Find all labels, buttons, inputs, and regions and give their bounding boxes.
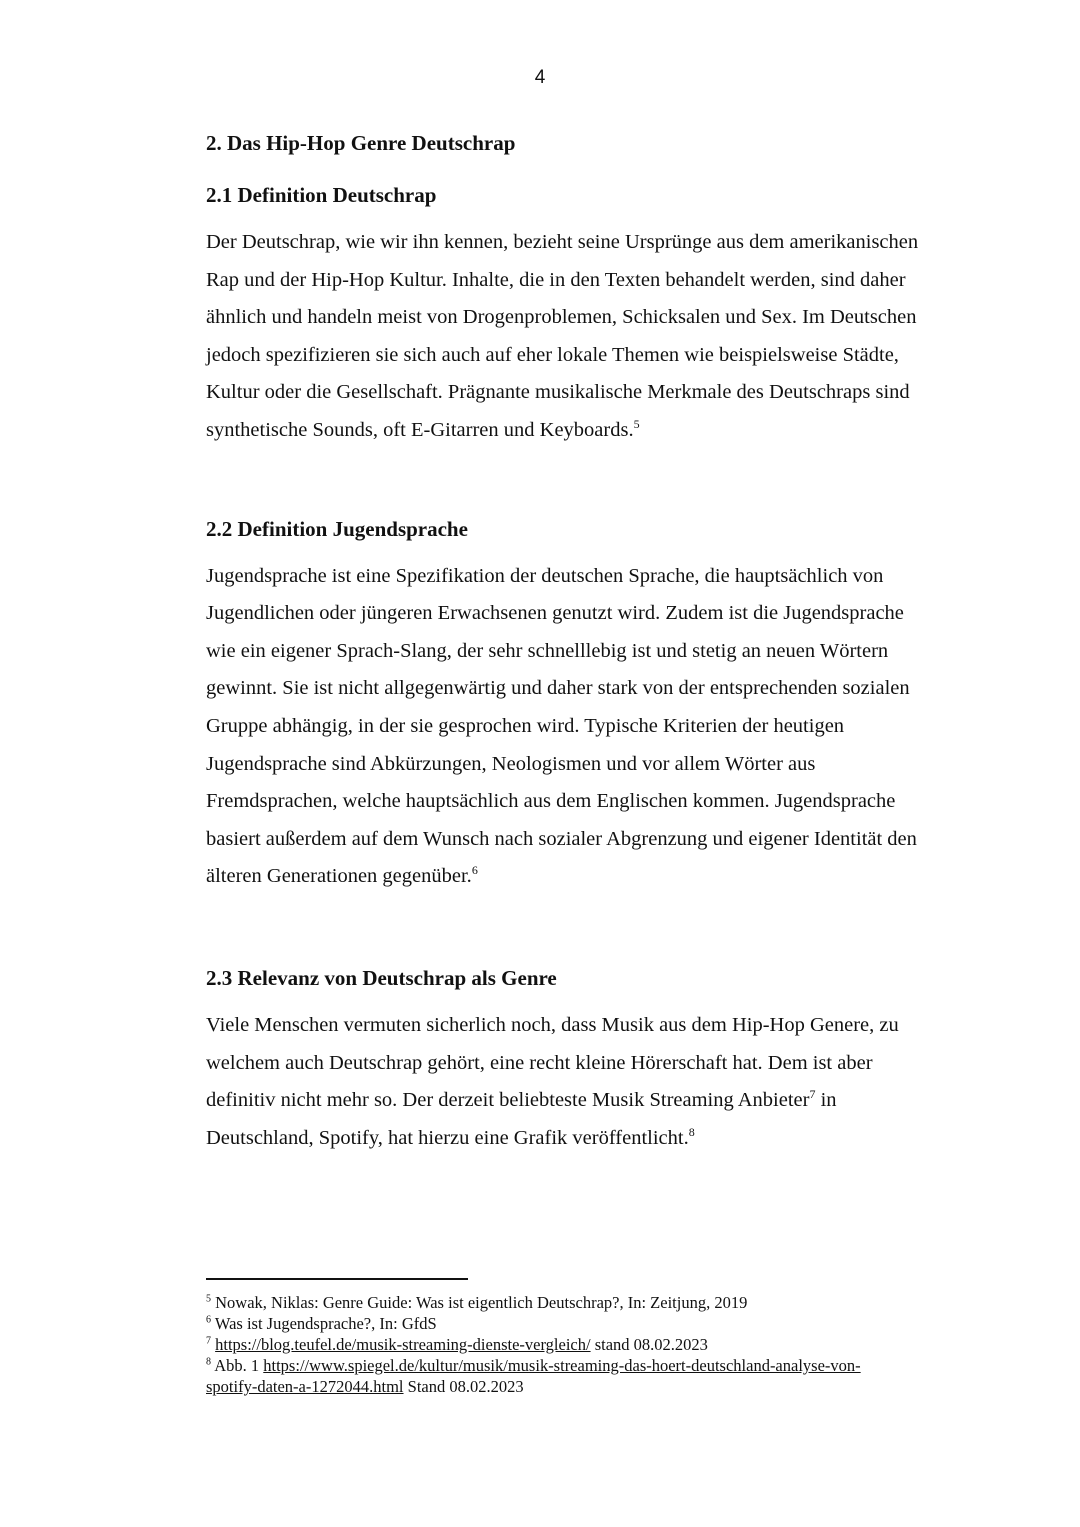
footnote-6 (206, 1313, 976, 1334)
paragraph-text: älteren Generationen gegenüber. (206, 865, 472, 888)
paragraph-line-last (206, 412, 976, 450)
paragraph-line: Der Deutschrap, wie wir ihn kennen, bezieht seine Ursprünge aus dem amerikanischen (206, 231, 919, 253)
section-paragraph-2-1 (206, 224, 976, 450)
footnote-link[interactable]: https://blog.teufel.de/musik-streaming-dienste-vergleich/ (215, 1335, 591, 1354)
paragraph-line: jedoch spezifizieren sie sich auch auf eher lokale Themen wie beispielsweise Städte, (206, 343, 899, 366)
footnote-text: Abb. 1 (211, 1356, 264, 1375)
paragraph-line: ähnlich und handeln meist von Drogenproblemen, Schicksalen und Sex. Im Deutschen (206, 306, 917, 329)
footnote-text: Stand 08.02.2023 (403, 1377, 524, 1396)
section-paragraph-2-2 (206, 558, 976, 896)
footnote-number: 5 (206, 1293, 211, 1305)
footnote-separator (206, 1278, 468, 1280)
paragraph-text: synthetische Sounds, oft E-Gitarren und Keyboards. (206, 418, 634, 441)
page-number: 4 (534, 67, 546, 88)
paragraph-line: Gruppe abhängig, in der sie gesprochen wird. Typische Kriterien der heutigen (206, 714, 845, 737)
paragraph-line: gewinnt. Sie ist nicht allgegenwärtig und daher stark von der entsprechenden sozialen (206, 677, 910, 700)
section-heading-2-2: 2.2 Definition Jugendsprache (206, 516, 468, 541)
footnotes (206, 1292, 976, 1397)
paragraph-line: Viele Menschen vermuten sicherlich noch, dass Musik aus dem Hip-Hop Genere, zu (206, 1013, 899, 1036)
footnote-reference: 5 (633, 417, 640, 432)
paragraph-line-last (206, 1120, 976, 1158)
paragraph-line: basiert außerdem auf dem Wunsch nach sozialer Abgrenzung und eigener Identität den (206, 827, 917, 850)
paragraph-line: Kultur oder die Gesellschaft. Prägnante musikalische Merkmale des Deutschraps sind (206, 381, 910, 404)
footnote-text: Was ist Jugendsprache?, In: GfdS (211, 1314, 437, 1333)
section-paragraph-2-3 (206, 1007, 976, 1157)
paragraph-line: Jugendlichen oder jüngeren Erwachsenen genutzt wird. Zudem ist die Jugendsprache (206, 602, 904, 625)
footnote-5 (206, 1292, 976, 1313)
footnote-8-continued (206, 1376, 976, 1397)
footnote-number: 6 (206, 1314, 211, 1326)
footnote-link[interactable]: https://www.spiegel.de/kultur/musik/musik-streaming-das-hoert-deutschland-analyse-von- (263, 1356, 861, 1375)
footnote-reference: 6 (471, 863, 478, 878)
footnote-number: 8 (206, 1356, 211, 1368)
chapter-heading: 2. Das Hip-Hop Genre Deutschrap (206, 131, 516, 155)
footnote-text: stand 08.02.2023 (590, 1335, 708, 1354)
section-heading-2-3: 2.3 Relevanz von Deutschrap als Genre (206, 965, 557, 990)
paragraph-line-last (206, 858, 976, 896)
paragraph-line: wie ein eigener Sprach-Slang, der sehr schnelllebig ist und stetig an neuen Wörtern (206, 639, 889, 662)
footnote-text: Nowak, Niklas: Genre Guide: Was ist eigentlich Deutschrap?, In: Zeitjung, 2019 (211, 1293, 748, 1312)
paragraph-line: Jugendsprache ist eine Spezifikation der deutschen Sprache, die hauptsächlich von (206, 564, 884, 587)
footnote-number: 7 (206, 1335, 211, 1347)
footnote-link[interactable]: spotify-daten-a-1272044.html (206, 1377, 404, 1396)
paragraph-text: definitiv nicht mehr so. Der derzeit beliebteste Musik Streaming Anbieter (206, 1089, 810, 1112)
section-heading-2-1: 2.1 Definition Deutschrap (206, 183, 437, 207)
footnote-reference: 8 (688, 1124, 695, 1139)
paragraph-line: welchem auch Deutschrap gehört, eine recht kleine Hörerschaft hat. Dem ist aber (206, 1051, 873, 1074)
paragraph-line: Fremdsprachen, welche hauptsächlich aus dem Englischen kommen. Jugendsprache (206, 790, 896, 813)
paragraph-line: Jugendsprache sind Abkürzungen, Neologismen und vor allem Wörter aus (206, 752, 816, 775)
footnote-8 (206, 1355, 976, 1376)
paragraph-text: in (815, 1089, 837, 1112)
footnote-reference: 7 (809, 1087, 816, 1102)
footnote-7 (206, 1334, 976, 1355)
paragraph-text: Deutschland, Spotify, hat hierzu eine Grafik veröffentlicht. (206, 1126, 689, 1149)
paragraph-line: Rap und der Hip-Hop Kultur. Inhalte, die in den Texten behandelt werden, sind daher (206, 268, 906, 291)
paragraph-line (206, 1082, 976, 1120)
main-content (206, 128, 976, 1157)
